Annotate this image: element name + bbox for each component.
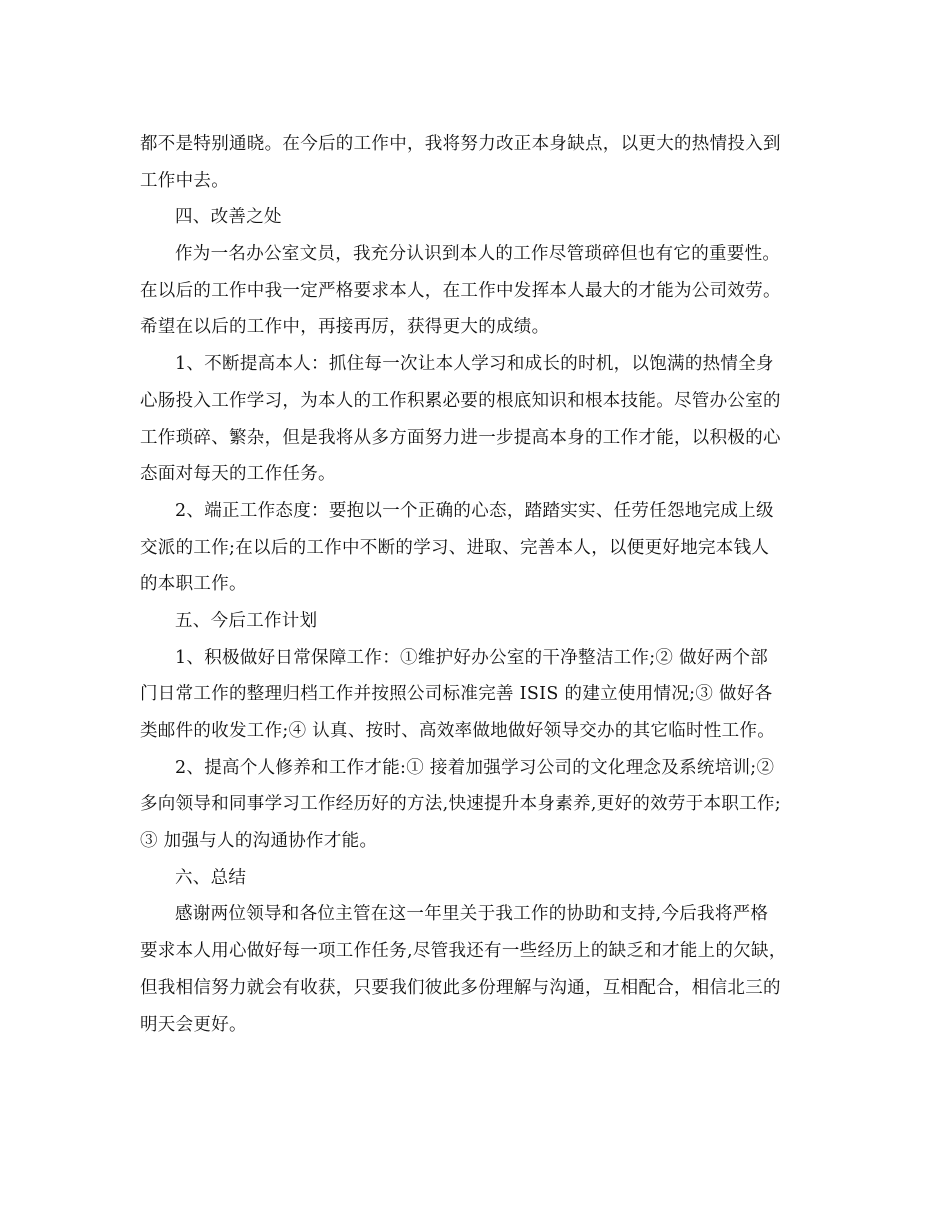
text-line: 在以后的工作中我一定严格要求本人，在工作中发挥本人最大的才能为公司效劳。	[140, 280, 781, 301]
section-heading: 五、今后工作计划	[175, 610, 318, 631]
text-line: ③ 加强与人的沟通协作才能。	[140, 831, 378, 852]
text-line: 心肠投入工作学习，为本人的工作积累必要的根底知识和根本技能。尽管办公室的	[140, 390, 781, 411]
section-heading: 四、改善之处	[175, 207, 282, 228]
list-item-first-line: 2、端正工作态度：要抱以一个正确的心态，踏踏实实、任劳任怨地完成上级	[175, 500, 774, 521]
text-line: 门日常工作的整理归档工作并按照公司标准完善 ISIS 的建立使用情况;③ 做好各	[140, 684, 773, 705]
document-body	[140, 126, 820, 1043]
text-line: 多向领导和同事学习工作经历好的方法,快速提升本身素养,更好的效劳于本职工作;	[140, 794, 781, 815]
text-line: 希望在以后的工作中，再接再厉，获得更大的成绩。	[140, 317, 550, 338]
text-line: 工作琐碎、繁杂，但是我将从多方面努力进一步提高本身的工作才能，以积极的心	[140, 427, 781, 448]
text-line: 但我相信努力就会有收获，只要我们彼此多份理解与沟通，互相配合，相信北三的	[140, 977, 781, 998]
text-line: 交派的工作;在以后的工作中不断的学习、进取、完善本人，以便更好地完本钱人	[140, 537, 770, 558]
text-line: 的本职工作。	[140, 574, 247, 595]
text-line: 要求本人用心做好每一项工作任务,尽管我还有一些经历上的缺乏和才能上的欠缺，	[140, 941, 787, 962]
section-heading: 六、总结	[175, 867, 247, 888]
list-item-first-line: 1、积极做好日常保障工作：①维护好办公室的干净整洁工作;② 做好两个部	[175, 647, 769, 668]
paragraph-first-line: 感谢两位领导和各位主管在这一年里关于我工作的协助和支持,今后我将严格	[175, 904, 769, 925]
text-line: 工作中去。	[140, 170, 229, 191]
paragraph-first-line: 作为一名办公室文员，我充分认识到本人的工作尽管琐碎但也有它的重要性。	[175, 244, 781, 265]
text-line: 类邮件的收发工作;④ 认真、按时、高效率做地做好领导交办的其它临时性工作。	[140, 721, 776, 741]
text-line: 态面对每天的工作任务。	[140, 464, 336, 485]
text-line: 都不是特别通晓。在今后的工作中，我将努力改正本身缺点，以更大的热情投入到	[140, 134, 781, 154]
text-line: 明天会更好。	[140, 1014, 247, 1035]
list-item-first-line: 1、不断提高本人：抓住每一次让本人学习和成长的时机，以饱满的热情全身	[175, 354, 774, 375]
list-item-first-line: 2、提高个人修养和工作才能:① 接着加强学习公司的文化理念及系统培训;②	[175, 757, 775, 778]
